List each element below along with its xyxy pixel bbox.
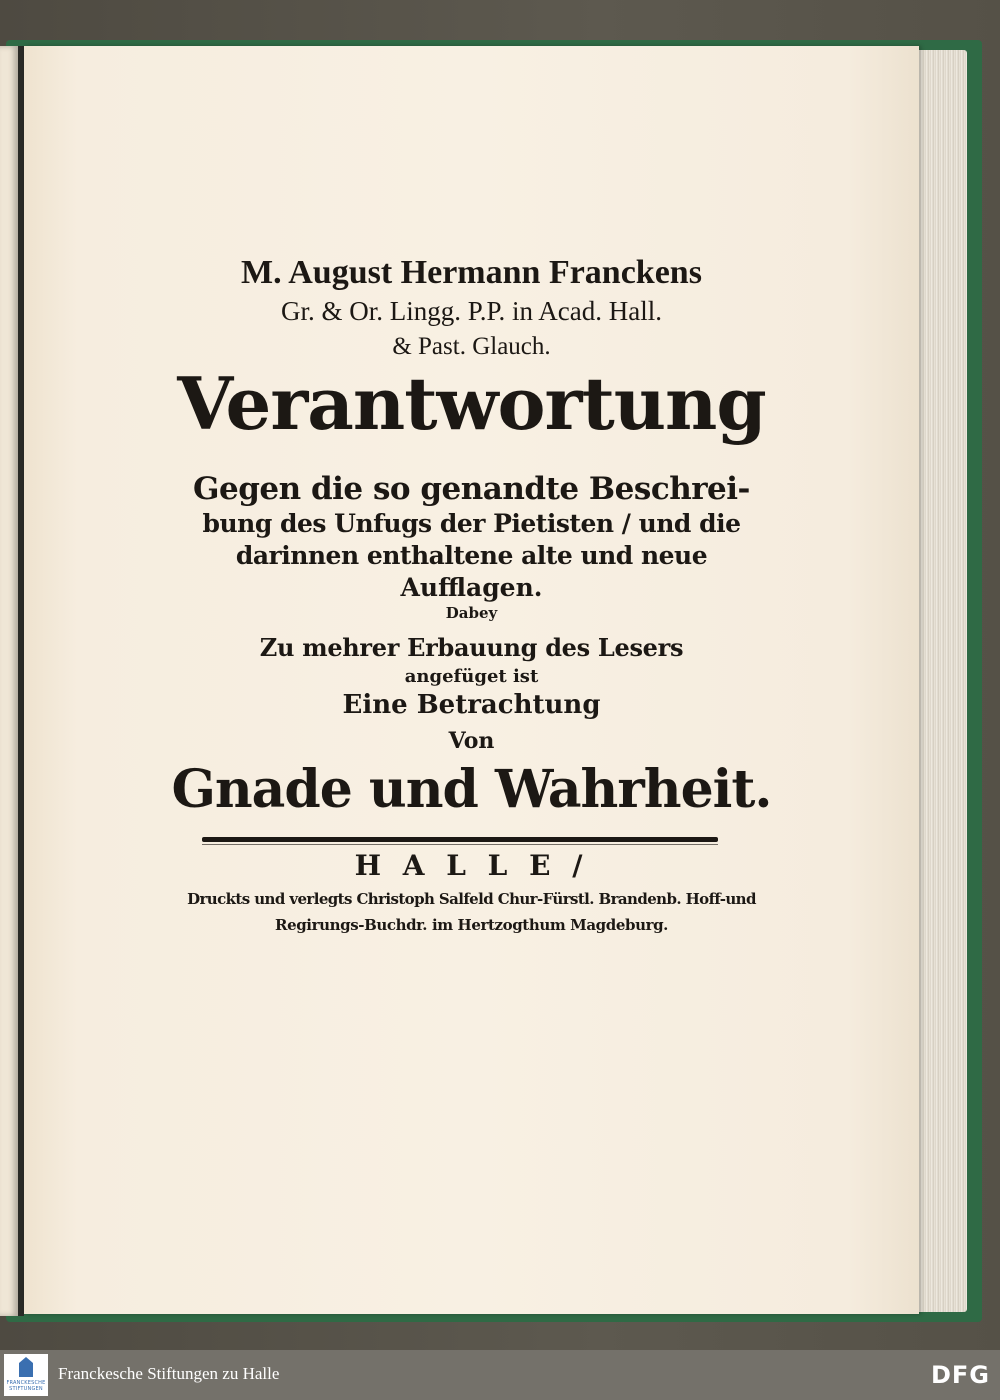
main-title: Verantwortung — [177, 361, 766, 446]
subtitle-line-2: bung des Unfugs der Pietisten / und die — [202, 509, 741, 538]
title-rule-thin — [202, 844, 718, 845]
erbauung-line: Zu mehrer Erbauung des Lesers — [259, 633, 684, 662]
subtitle-line-4: Aufflagen. — [400, 573, 543, 602]
author-line: M. August Hermann Franckens — [241, 254, 702, 291]
dabey-line: Dabey — [445, 604, 498, 622]
dfg-logo[interactable]: DFG — [930, 1361, 990, 1389]
logo-caption: FRANCKESCHE STIFTUNGEN — [6, 1380, 46, 1392]
place-line: H A L L E / — [354, 849, 589, 882]
footer-bar — [0, 1350, 1000, 1400]
printer-line-1: Druckts und verlegts Christoph Salfeld Chur-Fürstl. Brandenb. Hoff-und — [187, 890, 756, 908]
building-icon — [19, 1357, 33, 1377]
gnade-line: Gnade und Wahrheit. — [171, 759, 772, 820]
left-page-edge — [0, 46, 18, 1316]
von-line: Von — [448, 728, 495, 754]
pastor-line: & Past. Glauch. — [392, 333, 551, 360]
subtitle-line-1: Gegen die so genandte Beschrei- — [193, 471, 750, 507]
angefuget-line: angefüget ist — [404, 666, 539, 687]
title-rule — [202, 837, 718, 842]
academic-titles-line: Gr. & Or. Lingg. P.P. in Acad. Hall. — [280, 296, 662, 326]
subtitle-line-3: darinnen enthaltene alte und neue — [235, 541, 708, 570]
institution-name: Franckesche Stiftungen zu Halle — [58, 1364, 280, 1383]
printer-line-2: Regirungs-Buchdr. im Hertzogthum Magdeburg. — [275, 916, 668, 934]
betrachtung-line: Eine Betrachtung — [342, 690, 601, 720]
title-page — [24, 46, 919, 1314]
franckesche-logo[interactable] — [4, 1354, 48, 1396]
